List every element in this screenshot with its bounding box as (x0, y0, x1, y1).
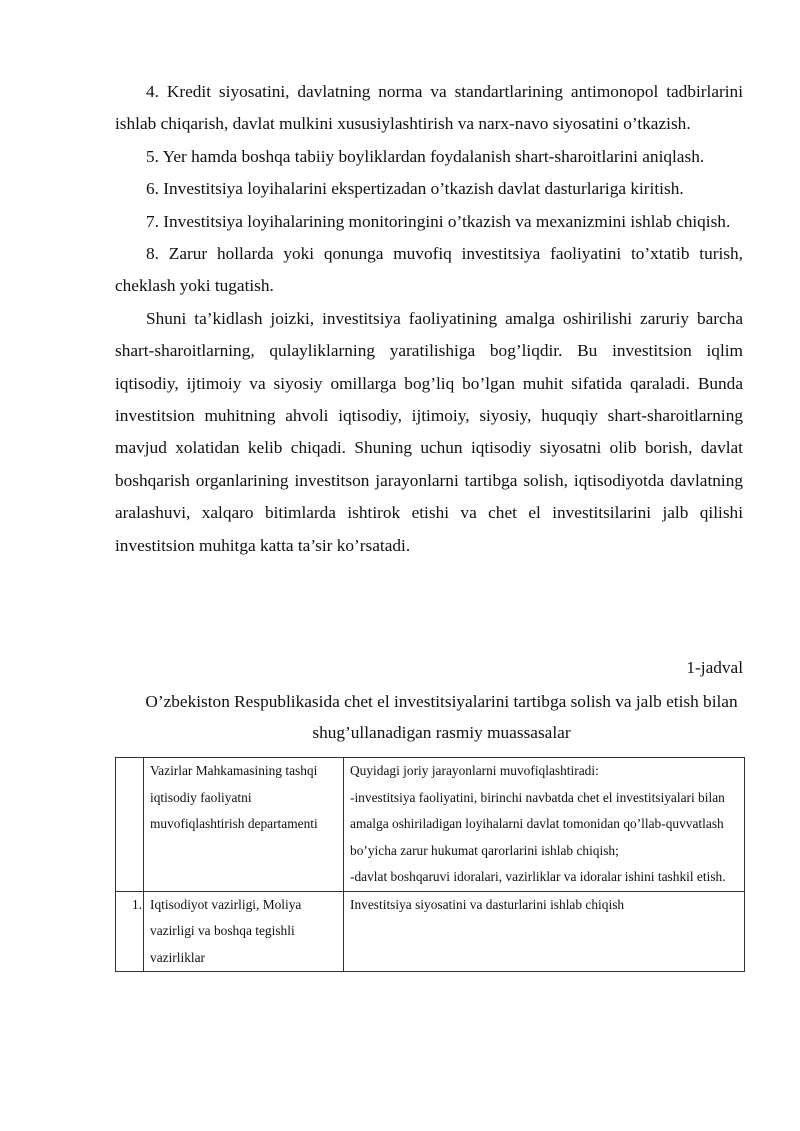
function-cell (344, 891, 745, 972)
function-line: -davlat boshqaruvi idoralari, vazirliklar va idoralar ishini tashkil etish. (350, 869, 726, 884)
body-text (115, 76, 743, 562)
function-cell (344, 758, 745, 892)
institution-cell: Iqtisodiyot vazirligi, Moliya vazirligi va boshqa tegishli vazirliklar (144, 891, 344, 972)
table-row (116, 758, 745, 892)
paragraph-item-5: 5. Yer hamda boshqa tabiiy boyliklardan foydalanish shart-sharoitlarini aniqlash. (146, 146, 705, 166)
paragraph-item-4: 4. Kredit siyosatini, davlatning norma va standartlarining antimonopol tadbirlarini ishlab chiqarish, davlat mulkini xususiylashtirish va narx-navo siyosatini o’tkazish. (115, 82, 743, 134)
row-number (116, 758, 144, 892)
paragraph-investment-climate: Shuni ta’kidlash joizki, investitsiya faoliyatining amalga oshirilishi zaruriy barcha shart-sharoitlarning, qulayliklarning yaratilishiga bog’liqdir. Bu investitsion iqlim iqtisodiy, ijtimoiy va siyosiy omillarga bog’liq bo’lgan muhit sifatida qaraladi. Bunda investitsion muhitning ahvoli iqtisodiy, ijtimoiy, siyosiy, huquqiy shart-sharoitlarning mavjud xolatidan kelib chiqadi. Shuning uchun iqtisodiy siyosatni olib borish, davlat boshqarish organlarining investitson jarayonlarni tartibga solish, iqtisodiyotda davlatning aralashuvi, xalqaro bitimlarda ishtirok etishi va chet el investitsilarini jalb qilishi investitsion muhitga katta ta’sir ko’rsatadi. (115, 308, 743, 555)
paragraph-item-8: 8. Zarur hollarda yoki qonunga muvofiq investitsiya faoliyatini to’xtatib turish, cheklash yoki tugatish. (115, 244, 743, 296)
table-row (116, 891, 745, 972)
function-line: -investitsiya faoliyatini, birinchi navbatda chet el investitsiyalari bilan amalga oshiriladigan loyihalarni davlat tomonidan qo’llab-quvvatlash bo’yicha zarur hukumat qarorlarini ishlab chiqish; (350, 789, 725, 858)
function-line: Investitsiya siyosatini va dasturlarini ishlab chiqish (350, 896, 625, 912)
table-number-label: 1-jadval (686, 658, 743, 677)
paragraph-item-7: 7. Investitsiya loyihalarining monitoringini o’tkazish va mexanizmini ishlab chiqish. (146, 211, 731, 231)
institution-cell: Vazirlar Mahkamasining tashqi iqtisodiy faoliyatni muvofiqlashtirish departamenti (144, 758, 344, 892)
paragraph-item-6: 6. Investitsiya loyihalarini ekspertizadan o’tkazish davlat dasturlariga kiritish. (146, 179, 684, 199)
function-line: Quyidagi joriy jarayonlarni muvofiqlashtiradi: (350, 763, 599, 778)
row-number: 1. (116, 891, 144, 972)
table-title: O’zbekiston Respublikasida chet el investitsiyalarini tartibga solish va jalb etish bilan shug’ullanadigan rasmiy muassasalar (145, 692, 738, 742)
institutions-table (115, 757, 745, 972)
